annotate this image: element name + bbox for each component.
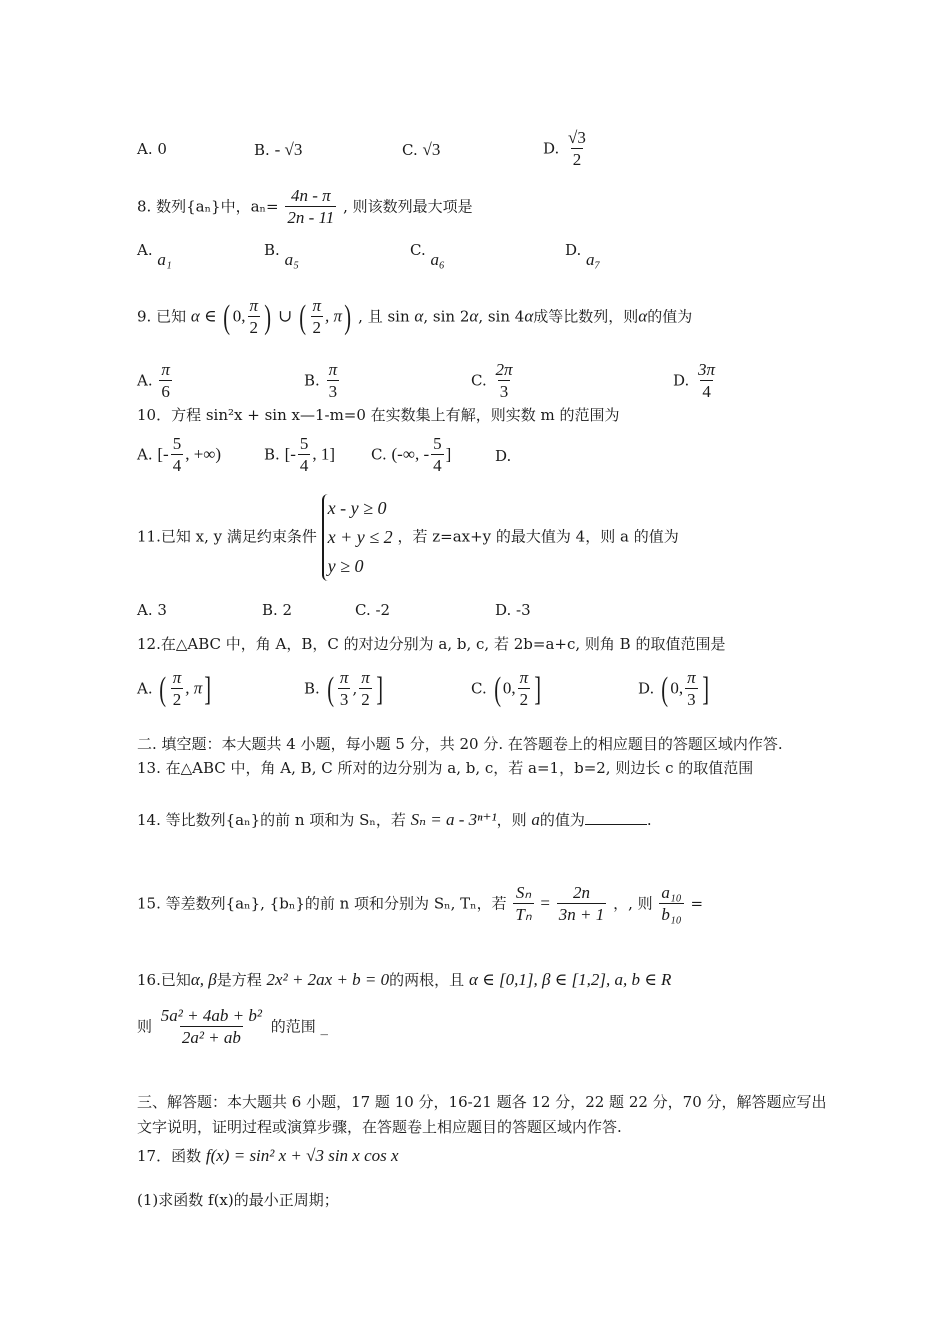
q10-option-a: A. [- $\frac{5}{4}$ , +∞) [137, 434, 222, 475]
q16-expression: 则 $\frac{\text{5a² + 4ab + b²}}{\text{2a² + ab}}$ 的范围 _ [137, 1006, 329, 1047]
q8-option-c: C. a₆ [410, 241, 445, 269]
answer-blank [585, 810, 647, 825]
q10-option-b: B. [- $\frac{5}{4}$ , 1] [264, 434, 336, 475]
q14-question: 14. 等比数列{aₙ}的前 n 项和为 Sₙ，若 Sₙ = a - 3ⁿ⁺¹，则 a的值为 . [137, 810, 652, 829]
q8-question: 8. 数列{aₙ}中，aₙ= $\frac{4n - \pi}{2n - 11}$ , 则该数列最大项是 [137, 186, 473, 227]
q15-question: 15. 等差数列{aₙ}, {bₙ}的前 n 项和分别为 Sₙ, Tₙ，若 $\frac{\text{Sₙ}}{\text{Tₙ}}$ = $\frac{2n}{3n + 1}$ ，, 则 $\frac{\text{a₁₀}}{\text{b₁₀}}$ = [137, 883, 704, 924]
q11-option-c: C. -2 [355, 601, 391, 619]
q17-part1: (1)求函数 f(x)的最小正周期； [137, 1191, 339, 1209]
section-2-heading: 二. 填空题：本大题共 4 小题，每小题 5 分，共 20 分. 在答题卷上的相应题目的答题区域内作答. [137, 735, 783, 753]
q9-option-d: D. $\frac{3\pi}{4}$ [673, 360, 716, 401]
q7-option-d: D. $\frac{√3}{2}$ [543, 128, 586, 169]
q12-option-c: C. ( 0, $\frac{\pi}{2}$ ] [471, 668, 542, 709]
q10-question: 10．方程 sin²x + sin x—1-m=0 在实数集上有解，则实数 m 的范围为 [137, 406, 620, 424]
q8-option-b: B. a₅ [264, 241, 299, 269]
q11-option-a: A. 3 [137, 601, 167, 619]
constraint-system: x - y ≥ 0 x + y ≤ 2 y ≥ 0 [322, 494, 393, 581]
section-3-heading-line2: 文字说明，证明过程或演算步骤，在答题卷上相应题目的答题区域内作答. [137, 1118, 622, 1136]
q12-question: 12.在△ABC 中，角 A，B，C 的对边分别为 a, b, c, 若 2b=a+c, 则角 B 的取值范围是 [137, 635, 726, 653]
q8-option-d: D. a₇ [565, 241, 601, 269]
q7-option-b: B. - √3 [254, 140, 303, 159]
section-3-heading-line1: 三、解答题：本大题共 6 小题，17 题 10 分，16-21 题各 12 分，22 题 22 分，70 分，解答题应写出 [137, 1093, 827, 1111]
q13-question: 13. 在△ABC 中，角 A, B, C 所对的边分别为 a, b, c，若 a=1，b=2, 则边长 c 的取值范围 [137, 759, 754, 777]
q9-option-b: B. $\frac{\pi}{3}$ [304, 360, 338, 401]
q16-question: 16.已知α, β是方程 2x² + 2ax + b = 0的两根，且 α ∈ [0,1], β ∈ [1,2], a, b ∈ R [137, 970, 672, 989]
q11-option-b: B. 2 [262, 601, 293, 619]
q12-option-d: D. ( 0, $\frac{\pi}{3}$ ] [638, 668, 709, 709]
q9-option-a: A. $\frac{\pi}{6}$ [137, 360, 170, 401]
q11-question: 11.已知 x, y 满足约束条件 x - y ≥ 0 x + y ≤ 2 y ≥ 0 ，若 z=ax+y 的最大值为 4，则 a 的值为 [137, 494, 679, 581]
q7-option-a: A. 0 [137, 140, 167, 158]
q9-question: 9. 已知 α ∈ ( 0, $\frac{\pi}{2}$ ) ∪ ( $\frac{\pi}{2}$ , π) , 且 sin α, sin 2α, sin 4α成等比数列，则α的值为 [137, 296, 693, 337]
q12-option-a: A. ( $\frac{\pi}{2}$ , π] [137, 668, 212, 709]
q9-option-c: C. $\frac{2\pi}{3}$ [471, 360, 513, 401]
q11-option-d: D. -3 [495, 601, 531, 619]
q10-option-c: C. (-∞, - $\frac{5}{4}$ ] [371, 434, 452, 475]
q12-option-b: B. ( $\frac{\pi}{3}$ , $\frac{\pi}{2}$ ] [304, 668, 383, 709]
q17-question: 17．函数 f(x) = sin² x + √3 sin x cos x [137, 1146, 399, 1165]
q7-option-c: C. √3 [402, 140, 441, 159]
q10-option-d: D. [495, 447, 512, 465]
q8-option-a: A. a₁ [137, 241, 172, 269]
